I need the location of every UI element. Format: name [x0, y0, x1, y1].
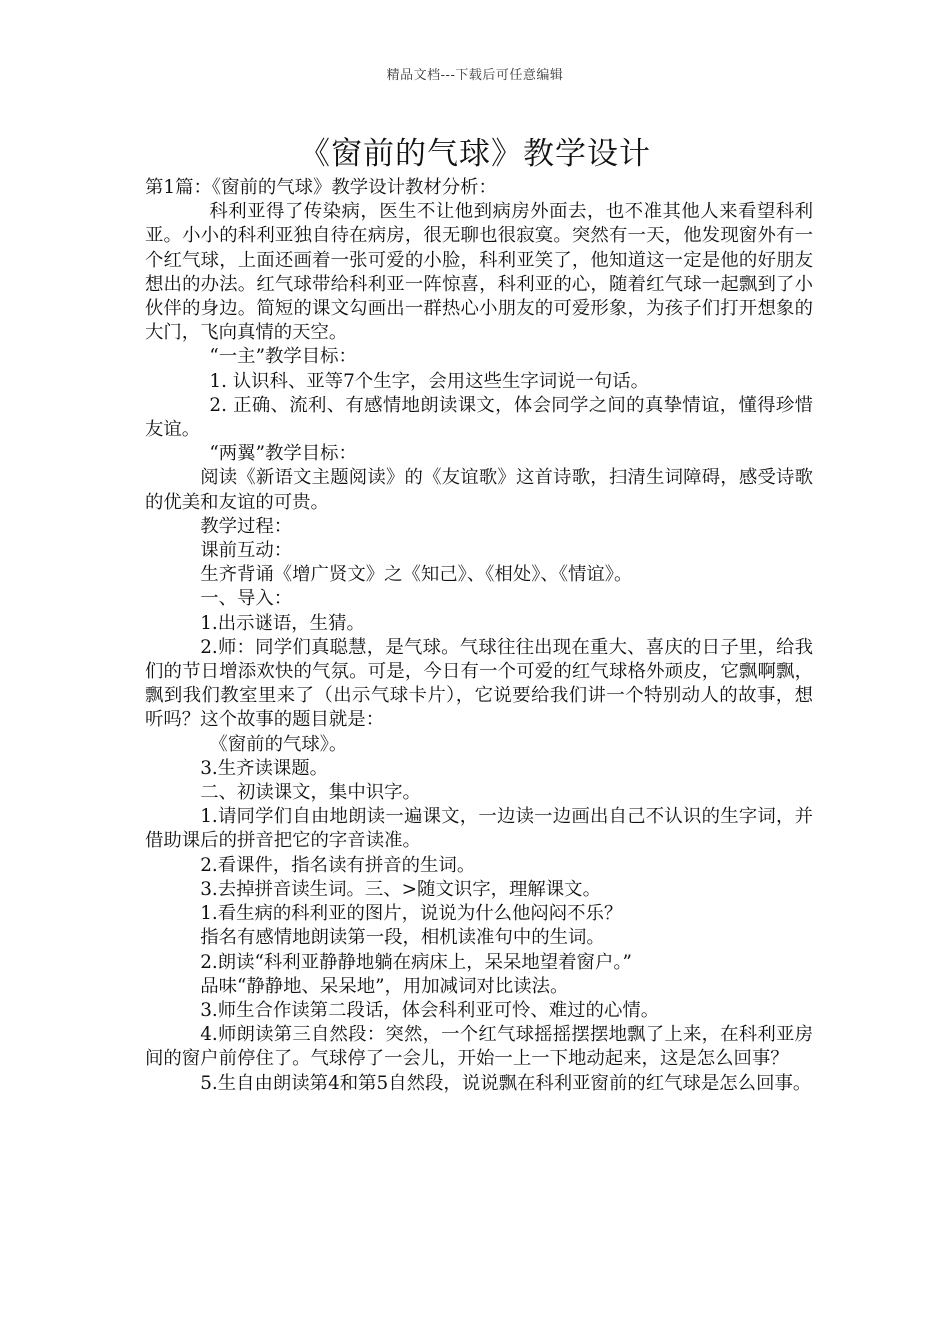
paragraph: 3.师生合作读第二段话，体会科利亚可怜、难过的心情。	[200, 999, 660, 1021]
goal-heading: “两翼”教学目标：	[209, 443, 357, 465]
section-heading: 第1篇：《窗前的气球》教学设计教材分析：	[145, 177, 497, 198]
paragraph: 指名有感情地朗读第一段，相机读准句中的生词。	[200, 927, 605, 949]
paragraph: 2.师：同学们真聪慧，是气球。气球往往出现在重大、喜庆的日子里，给我们的节日增添欢快的气氛。可是，今日有一个可爱的红气球格外顽皮，它飘啊飘，飘到我们教室里来了（出示气球卡片），它说要给我们讲一个特别动人的故事，想听吗？这个故事的题目就是：	[145, 636, 813, 731]
document-title: 《窗前的气球》教学设计	[299, 136, 651, 172]
paragraph: 3.去掉拼音读生词。三、>随文识字，理解课文。	[200, 878, 601, 900]
paragraph: 3.生齐读课题。	[200, 757, 329, 779]
paragraph: 2.看课件，指名读有拼音的生词。	[200, 854, 476, 876]
paragraph: 品味“静静地、呆呆地”，用加减词对比读法。	[200, 975, 569, 997]
paragraph: 科利亚得了传染病，医生不让他到病房外面去，也不准其他人来看望科利亚。小小的科利亚独自待在病房，很无聊也很寂寞。突然有一天，他发现窗外有一个红气球，上面还画着一张可爱的小脸，科利亚笑了，他知道这一定是他的好朋友想出的办法。红气球带给科利亚一阵惊喜，科利亚的心，随着红气球一起飘到了小伙伴的身边。简短的课文勾画出一群热心小朋友的可爱形象，为孩子们打开想象的大门，飞向真情的天空。	[145, 201, 813, 344]
paragraph: 1.看生病的科利亚的图片，说说为什么他闷闷不乐？	[200, 903, 623, 925]
page-header-note: 精品文档---下载后可任意编辑	[386, 68, 564, 83]
paragraph: 课前互动：	[200, 540, 293, 562]
paragraph: 二、初读课文，集中识字。	[200, 782, 421, 804]
paragraph: 5.生自由朗读第4和第5自然段，说说飘在科利亚窗前的红气球是怎么回事。	[200, 1072, 812, 1094]
paragraph: 1.出示谜语，生猜。	[200, 612, 365, 634]
paragraph: 4.师朗读第三自然段：突然，一个红气球摇摇摆摆地飘了上来，在科利亚房间的窗户前停住了。气球停了一会儿，开始一上一下地动起来，这是怎么回事？	[145, 1024, 813, 1070]
paragraph: 生齐背诵《增广贤文》之《知己》、《相处》、《情谊》。	[200, 564, 633, 586]
list-item: 1. 认识科、亚等7个生字，会用这些生字词说一句话。	[209, 370, 650, 392]
paragraph: 《窗前的气球》。	[209, 733, 348, 755]
document-body	[145, 176, 813, 1096]
goal-heading: “一主”教学目标：	[209, 346, 357, 368]
paragraph: 2.朗读“科利亚静静地躺在病床上，呆呆地望着窗户。”	[200, 951, 632, 973]
paragraph: 一、导入：	[200, 588, 293, 610]
paragraph: 教学过程：	[200, 515, 293, 537]
list-item: 2. 正确、流利、有感情地朗读课文，体会同学之间的真挚情谊，懂得珍惜友谊。	[145, 394, 813, 441]
paragraph: 阅读《新语文主题阅读》的《友谊歌》这首诗歌，扫清生词障碍，感受诗歌的优美和友谊的可贵。	[145, 467, 813, 513]
paragraph: 1.请同学们自由地朗读一遍课文，一边读一边画出自己不认识的生字词，并借助课后的拼音把它的字音读准。	[145, 806, 813, 852]
